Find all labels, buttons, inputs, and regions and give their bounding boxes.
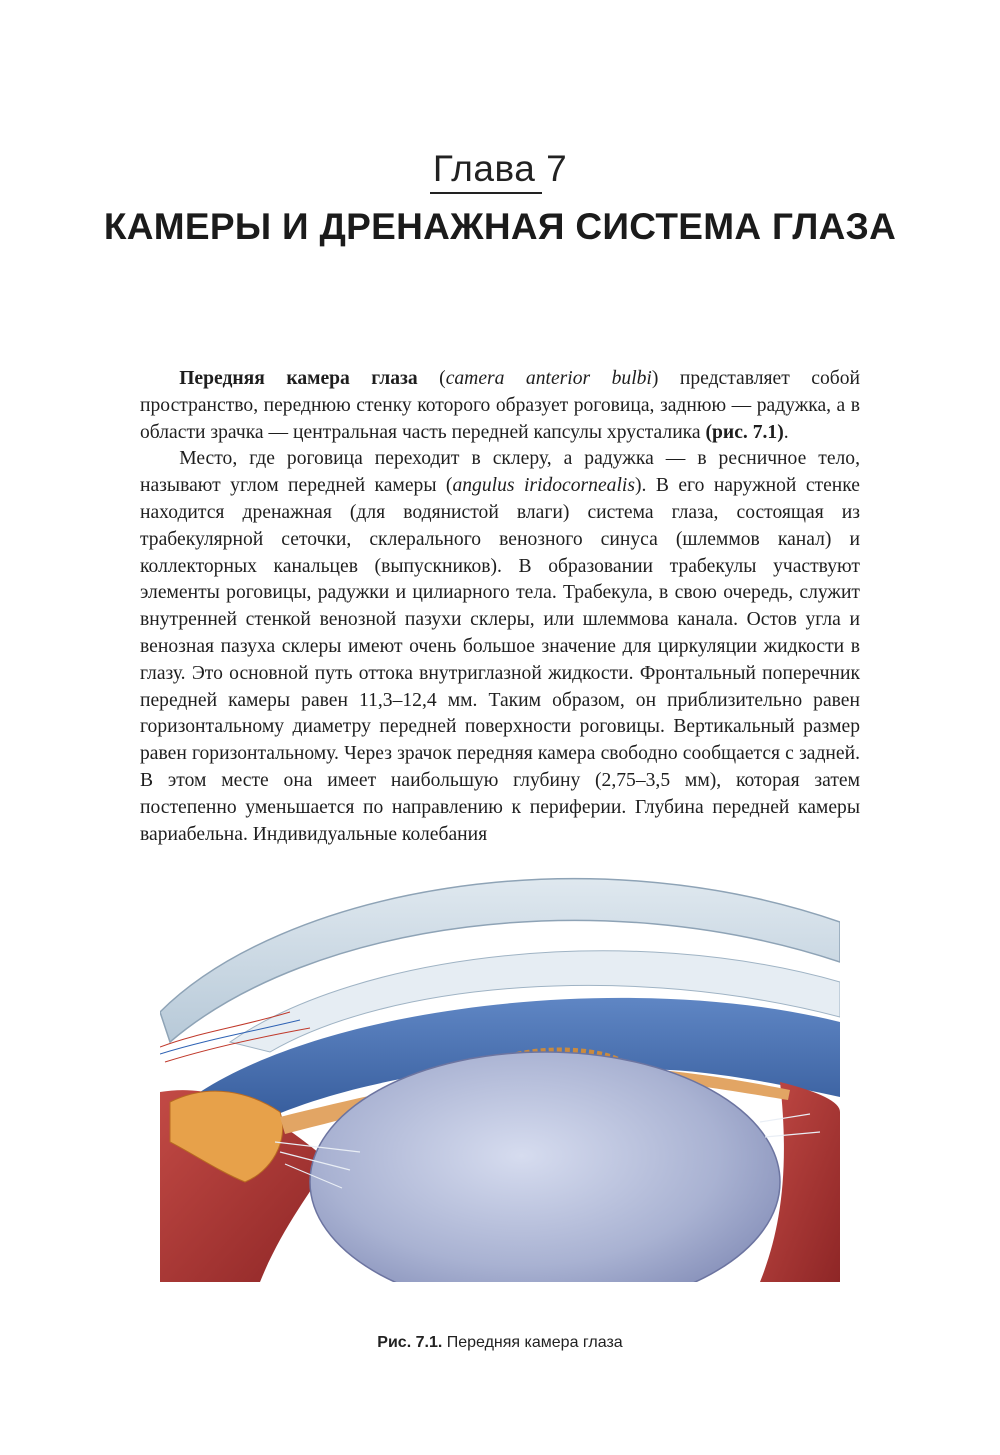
- text-span: ) представляет собой пространство, переднюю стенку которого образует роговица, заднюю — радужка, а в области зрачка — центральная часть передней капсулы хрусталика: [140, 368, 860, 443]
- term-anterior-chamber: Передняя камера глаза: [179, 368, 418, 389]
- chapter-number: Глава 7: [432, 148, 568, 189]
- latin-term: angulus iridocornealis: [452, 475, 635, 497]
- eye-anterior-chamber-illustration: [160, 852, 840, 1282]
- text-span: ). В его наружной стенке находится дренажная (для водянистой влаги) система глаза, состоящая из трабекулярной сеточки, склерального венозного синуса (шлеммов канал) и коллекторных канальцев (выпускников). В образовании трабекулы участвуют элементы роговицы, радужки и цилиарного тела. Трабекула, в свою очередь, служит внутренней стенкой венозной пазухи склеры, или шлеммова канала. Остов угла и венозная пазуха склеры имеют очень большое значение для циркуляции жидкости в глазу. Это основной путь оттока внутриглазной жидкости. Фронтальный поперечник передней камеры равен 11,3–12,4 мм. Таким образом, он приблизительно равен горизонтальному диаметру передней поверхности роговицы. Вертикальный размер равен горизонтальному. Через зрачок передняя камера свободно сообщается с задней. В этом месте она имеет наибольшую глубину (2,75–3,5 мм), которая затем постепенно уменьшается по направлению к периферии. Глубина передней камеры вариабельна. Индивидуальные колебания: [140, 475, 860, 845]
- text-span: (: [417, 368, 446, 389]
- text-span: .: [783, 421, 789, 443]
- figure-caption: [0, 1334, 1000, 1352]
- caption-text: Передняя камера глаза: [442, 1334, 623, 1351]
- figure-reference: (рис. 7.1): [705, 421, 784, 443]
- caption-label: Рис. 7.1.: [377, 1334, 443, 1351]
- latin-term: camera anterior bulbi: [445, 368, 652, 389]
- text-span: Место, где роговица переходит в склеру, а радужка — в ресничное тело, называют углом передней камеры (: [140, 448, 860, 497]
- chapter-underline: [430, 192, 542, 194]
- body-text: [140, 366, 860, 848]
- paragraph-1: [140, 366, 860, 446]
- chapter-title: КАМЕРЫ И ДРЕНАЖНАЯ СИСТЕМА ГЛАЗА: [103, 206, 897, 247]
- paragraph-2: [140, 446, 860, 848]
